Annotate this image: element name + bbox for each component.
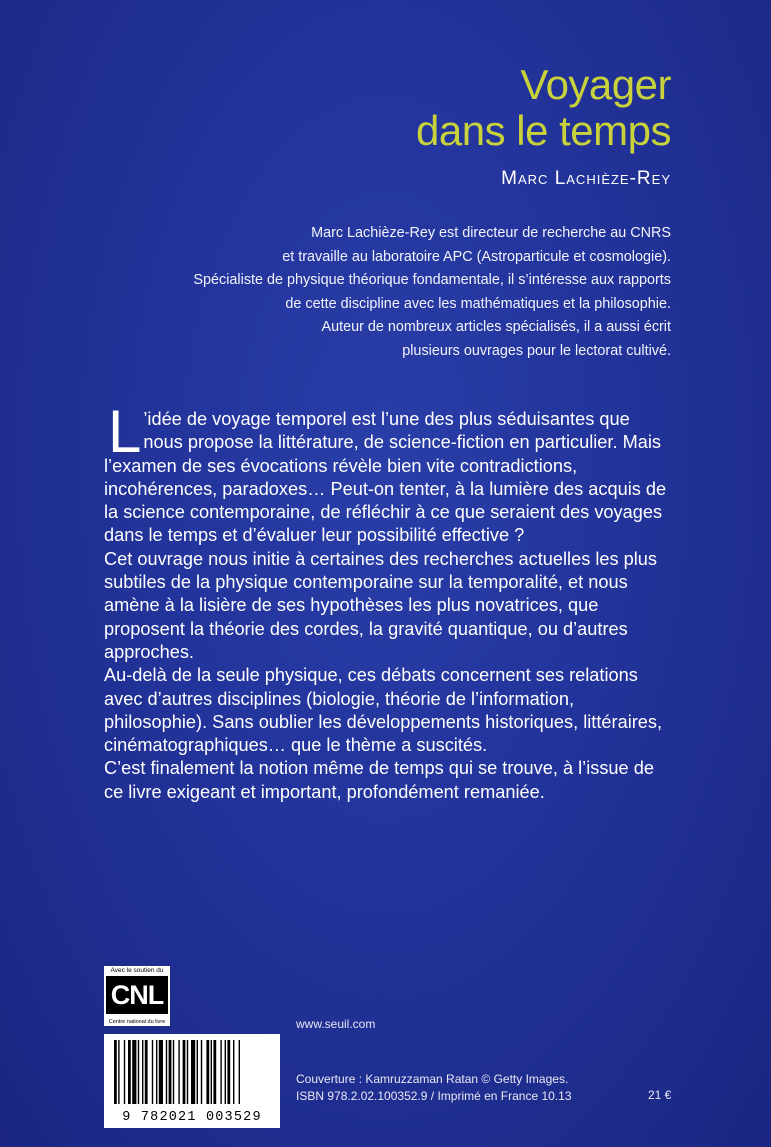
publisher-website: www.seuil.com (296, 1017, 376, 1031)
cnl-logo (104, 966, 170, 1026)
bio-line: et travaille au laboratoire APC (Astroparticule et cosmologie). (282, 248, 671, 265)
isbn-line: ISBN 978.2.02.100352.9 / Imprimé en France 10.13 (296, 1089, 572, 1103)
isbn-barcode (104, 1034, 280, 1128)
cnl-support-text: Avec le soutien du (110, 967, 164, 974)
cnl-full-name: Centre national du livre (108, 1019, 166, 1025)
title-line-2: dans le temps (416, 107, 671, 154)
bio-line: Spécialiste de physique théorique fondamentale, il s’intéresse aux rapports (193, 272, 671, 289)
author-bio (131, 222, 671, 364)
bio-line: Marc Lachièze-Rey est directeur de recherche au CNRS (311, 225, 671, 241)
barcode-bars-icon (112, 1040, 272, 1104)
barcode-digits: 9 782021 003529 (122, 1110, 262, 1125)
summary-paragraph-3: Au-delà de la seule physique, ces débats concernent ses relations avec d’autres disciplines (biologie, théorie de l’information, philosophie). Sans oublier les développements historiques, littéraires, cinématographiques… que le thème a suscités. (104, 665, 663, 756)
cover-credit: Couverture : Kamruzzaman Ratan © Getty Images. (296, 1072, 569, 1086)
title-line-1: Voyager (520, 61, 671, 108)
price: 21 € (648, 1088, 672, 1102)
drop-cap: L (108, 398, 142, 465)
book-title (416, 62, 671, 154)
summary-paragraph-1-text: ’idée de voyage temporel est l’une des plus séduisantes que nous propose la littérature, de science-fiction en particulier. Mais l’examen de ses évocations révèle bien vite contradictions, incohérences, paradoxes… Peut-on tenter, à la lumière des acquis de la science contemporaine, de réfléchir à ce que seraient des voyages dans le temps et d’évaluer leur possibilité effective ? (104, 409, 667, 546)
bio-line: plusieurs ouvrages pour le lectorat cultivé. (402, 342, 671, 359)
bio-line: de cette discipline avec les mathématiques et la philosophie. (285, 295, 671, 312)
cnl-logo-mark: CNL (106, 976, 168, 1014)
credits (296, 1071, 572, 1105)
author-name: Marc Lachièze-Rey (501, 168, 671, 189)
book-summary (104, 398, 670, 804)
summary-paragraph-2: Cet ouvrage nous initie à certaines des recherches actuelles les plus subtiles de la physique contemporaine sur la temporalité, et nous amène à la lisière de ses hypothèses les plus novatrices, que proposent la théorie des cordes, la gravité quantique, ou d’autres approches. (104, 548, 658, 662)
summary-paragraph-4: C’est finalement la notion même de temps qui se trouve, à l’issue de ce livre exigeant et important, profondément remaniée. (104, 758, 654, 802)
summary-paragraph-1 (104, 398, 670, 548)
bio-line: Auteur de nombreux articles spécialisés, il a aussi écrit (321, 319, 671, 336)
